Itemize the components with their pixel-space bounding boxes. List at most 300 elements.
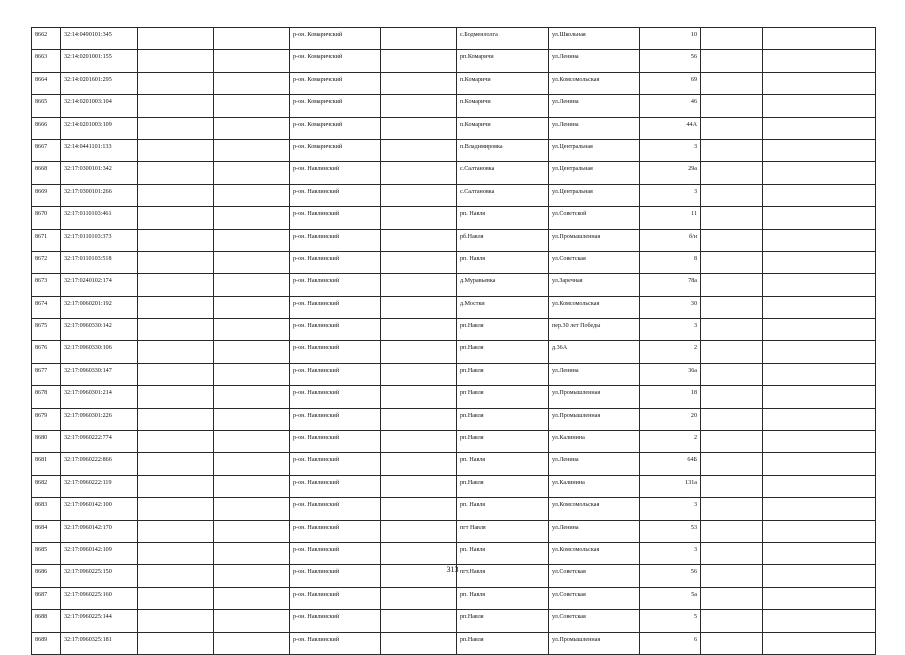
table-cell: с.Бодменлолга bbox=[457, 28, 549, 50]
table-cell bbox=[763, 520, 876, 542]
table-cell: ул.Советской bbox=[549, 207, 640, 229]
table-row bbox=[32, 229, 876, 251]
table-cell: р-он. Навлинский bbox=[290, 542, 381, 564]
data-table-container bbox=[31, 27, 875, 655]
table-cell: р-он. Навлинский bbox=[290, 229, 381, 251]
table-cell bbox=[138, 408, 214, 430]
table-row bbox=[32, 386, 876, 408]
table-cell: р-он. Навлинский bbox=[290, 319, 381, 341]
table-cell bbox=[138, 28, 214, 50]
table-cell: р-он. Комаричский bbox=[290, 95, 381, 117]
table-cell bbox=[214, 28, 290, 50]
table-cell bbox=[381, 319, 457, 341]
table-cell bbox=[138, 475, 214, 497]
table-cell: р-он. Навлинский bbox=[290, 632, 381, 654]
table-row bbox=[32, 95, 876, 117]
table-cell bbox=[214, 520, 290, 542]
table-cell bbox=[701, 341, 763, 363]
table-cell bbox=[701, 162, 763, 184]
table-cell bbox=[381, 229, 457, 251]
table-cell bbox=[381, 475, 457, 497]
table-cell bbox=[763, 542, 876, 564]
table-cell: 32:17:0960222:119 bbox=[61, 475, 138, 497]
table-cell: 3 bbox=[640, 542, 701, 564]
table-cell bbox=[138, 610, 214, 632]
table-cell bbox=[214, 341, 290, 363]
table-cell: 20 bbox=[640, 408, 701, 430]
table-cell: 131а bbox=[640, 475, 701, 497]
table-cell bbox=[138, 296, 214, 318]
table-cell bbox=[381, 453, 457, 475]
table-cell: 29а bbox=[640, 162, 701, 184]
table-cell: 32:17:0960330:142 bbox=[61, 319, 138, 341]
table-cell: 78а bbox=[640, 274, 701, 296]
table-cell: ул.Комсомольская bbox=[549, 542, 640, 564]
table-cell bbox=[763, 319, 876, 341]
table-cell: ул.Калинина bbox=[549, 431, 640, 453]
table-cell: 36а bbox=[640, 363, 701, 385]
table-cell: рп.Навля bbox=[457, 431, 549, 453]
table-row bbox=[32, 184, 876, 206]
table-cell bbox=[214, 162, 290, 184]
table-cell bbox=[138, 274, 214, 296]
table-cell bbox=[214, 431, 290, 453]
table-cell bbox=[763, 498, 876, 520]
table-cell bbox=[701, 274, 763, 296]
table-cell bbox=[214, 475, 290, 497]
table-cell: 56 bbox=[640, 50, 701, 72]
table-cell bbox=[381, 610, 457, 632]
table-cell: 32:17:0960225:150 bbox=[61, 565, 138, 587]
table-cell bbox=[701, 251, 763, 273]
table-cell bbox=[214, 542, 290, 564]
table-cell: 8663 bbox=[32, 50, 61, 72]
table-cell bbox=[701, 207, 763, 229]
table-cell bbox=[381, 386, 457, 408]
table-cell: р-он. Навлинский bbox=[290, 296, 381, 318]
table-cell: 5а bbox=[640, 587, 701, 609]
table-cell bbox=[214, 453, 290, 475]
table-cell bbox=[381, 251, 457, 273]
table-cell bbox=[381, 184, 457, 206]
table-cell bbox=[701, 50, 763, 72]
table-cell bbox=[701, 632, 763, 654]
table-cell: ул.Промышленная bbox=[549, 386, 640, 408]
table-cell: д.Мостки bbox=[457, 296, 549, 318]
table-cell: р-он. Навлинский bbox=[290, 498, 381, 520]
table-cell: рп. Навля bbox=[457, 251, 549, 273]
table-row bbox=[32, 475, 876, 497]
table-cell: рп. Навля bbox=[457, 207, 549, 229]
table-cell bbox=[214, 274, 290, 296]
table-row bbox=[32, 587, 876, 609]
table-cell bbox=[701, 229, 763, 251]
table-cell: п.Комаричи bbox=[457, 95, 549, 117]
table-cell: ул.Ленина bbox=[549, 117, 640, 139]
table-cell: 32:17:0960142:100 bbox=[61, 498, 138, 520]
table-cell: ул.Комсомольская bbox=[549, 498, 640, 520]
table-cell bbox=[763, 28, 876, 50]
table-row bbox=[32, 50, 876, 72]
table-cell: д.36А bbox=[549, 341, 640, 363]
table-row bbox=[32, 363, 876, 385]
table-cell: б/н bbox=[640, 229, 701, 251]
table-cell: 32:17:0060201:192 bbox=[61, 296, 138, 318]
table-cell bbox=[381, 95, 457, 117]
table-cell bbox=[381, 50, 457, 72]
table-cell bbox=[214, 95, 290, 117]
data-table bbox=[31, 27, 876, 655]
table-row bbox=[32, 207, 876, 229]
table-cell: 3 bbox=[640, 139, 701, 161]
table-cell: р-он. Комаричский bbox=[290, 139, 381, 161]
table-cell: ул.Советская bbox=[549, 587, 640, 609]
table-cell: рп.Навля bbox=[457, 319, 549, 341]
table-cell: 32:17:0960225:144 bbox=[61, 610, 138, 632]
table-cell bbox=[701, 28, 763, 50]
table-cell: 56 bbox=[640, 565, 701, 587]
table-cell: 32:14:0441101:133 bbox=[61, 139, 138, 161]
table-cell bbox=[763, 431, 876, 453]
table-cell: 32:17:0110103:461 bbox=[61, 207, 138, 229]
table-cell: ул.Ленина bbox=[549, 453, 640, 475]
table-cell: ул.Школьная bbox=[549, 28, 640, 50]
table-cell bbox=[214, 632, 290, 654]
table-row bbox=[32, 251, 876, 273]
table-cell bbox=[138, 117, 214, 139]
table-cell bbox=[138, 542, 214, 564]
table-row bbox=[32, 341, 876, 363]
table-cell: ул.Заречная bbox=[549, 274, 640, 296]
table-cell: п.Комаричи bbox=[457, 117, 549, 139]
table-cell: 32:17:0960301:214 bbox=[61, 386, 138, 408]
table-cell bbox=[138, 72, 214, 94]
table-cell bbox=[763, 184, 876, 206]
table-cell: 32:17:0960301:226 bbox=[61, 408, 138, 430]
table-cell: с.Салтановка bbox=[457, 162, 549, 184]
table-row bbox=[32, 117, 876, 139]
table-cell: 5 bbox=[640, 610, 701, 632]
table-cell: 8669 bbox=[32, 184, 61, 206]
table-cell bbox=[763, 363, 876, 385]
table-cell: 8668 bbox=[32, 162, 61, 184]
table-cell: 32:14:0201003:109 bbox=[61, 117, 138, 139]
table-cell: 32:17:0240102:174 bbox=[61, 274, 138, 296]
table-cell: ул.Калинина bbox=[549, 475, 640, 497]
table-cell bbox=[138, 341, 214, 363]
table-cell bbox=[381, 28, 457, 50]
table-cell bbox=[381, 632, 457, 654]
table-cell: ул.Промышленная bbox=[549, 632, 640, 654]
table-cell bbox=[701, 95, 763, 117]
table-cell: рп.Навля bbox=[457, 363, 549, 385]
table-cell: 3 bbox=[640, 319, 701, 341]
table-cell bbox=[763, 50, 876, 72]
table-cell: 32:17:0960330:147 bbox=[61, 363, 138, 385]
table-cell bbox=[138, 632, 214, 654]
page-number: 313 bbox=[446, 565, 459, 574]
table-cell bbox=[763, 408, 876, 430]
table-cell bbox=[763, 162, 876, 184]
table-cell bbox=[138, 162, 214, 184]
table-cell bbox=[763, 587, 876, 609]
table-cell: 32:14:0201003:104 bbox=[61, 95, 138, 117]
table-cell: рп. Навля bbox=[457, 498, 549, 520]
table-cell: 8681 bbox=[32, 453, 61, 475]
table-cell: рп.Навля bbox=[457, 341, 549, 363]
table-cell bbox=[381, 139, 457, 161]
table-cell bbox=[214, 184, 290, 206]
table-cell bbox=[138, 453, 214, 475]
table-cell: р-он. Навлинский bbox=[290, 341, 381, 363]
table-cell: 18 bbox=[640, 386, 701, 408]
table-cell bbox=[138, 363, 214, 385]
table-cell: рп.Навля bbox=[457, 408, 549, 430]
table-cell: 8667 bbox=[32, 139, 61, 161]
table-cell: 8683 bbox=[32, 498, 61, 520]
table-cell: д.Муравьевка bbox=[457, 274, 549, 296]
table-cell bbox=[763, 386, 876, 408]
table-cell: ул.Промышленная bbox=[549, 229, 640, 251]
table-cell: р-он. Навлинский bbox=[290, 251, 381, 273]
table-cell: ул.Центральная bbox=[549, 162, 640, 184]
table-cell: ул.Центральная bbox=[549, 184, 640, 206]
table-cell: р-он. Навлинский bbox=[290, 610, 381, 632]
table-row bbox=[32, 453, 876, 475]
table-cell: 8 bbox=[640, 251, 701, 273]
table-cell: р-он. Навлинский bbox=[290, 386, 381, 408]
table-cell: 8672 bbox=[32, 251, 61, 273]
table-cell: 8676 bbox=[32, 341, 61, 363]
table-cell: р-он. Комаричский bbox=[290, 72, 381, 94]
table-cell bbox=[138, 520, 214, 542]
table-cell bbox=[138, 251, 214, 273]
table-cell: 46 bbox=[640, 95, 701, 117]
table-cell: 69 bbox=[640, 72, 701, 94]
table-cell: 8670 bbox=[32, 207, 61, 229]
table-row bbox=[32, 319, 876, 341]
table-cell: 32:14:0490101:345 bbox=[61, 28, 138, 50]
table-cell bbox=[381, 431, 457, 453]
table-cell: пер.30 лет Победы bbox=[549, 319, 640, 341]
table-cell bbox=[214, 139, 290, 161]
table-cell: ул.Советская bbox=[549, 565, 640, 587]
table-cell bbox=[214, 296, 290, 318]
table-body bbox=[32, 28, 876, 655]
table-cell bbox=[701, 319, 763, 341]
table-cell: 30 bbox=[640, 296, 701, 318]
table-cell: ул.Комсомольская bbox=[549, 72, 640, 94]
table-cell: рб.Навля bbox=[457, 229, 549, 251]
table-cell: ул.Ленина bbox=[549, 520, 640, 542]
table-cell bbox=[763, 341, 876, 363]
table-cell: 32:14:0201001:155 bbox=[61, 50, 138, 72]
table-cell: с.Салтановка bbox=[457, 184, 549, 206]
table-cell: 8665 bbox=[32, 95, 61, 117]
table-cell: ул.Ленина bbox=[549, 95, 640, 117]
table-cell: р-он. Навлинский bbox=[290, 520, 381, 542]
table-cell bbox=[381, 341, 457, 363]
table-cell bbox=[381, 498, 457, 520]
table-cell bbox=[214, 386, 290, 408]
table-cell bbox=[214, 587, 290, 609]
table-row bbox=[32, 498, 876, 520]
table-cell bbox=[381, 162, 457, 184]
table-cell bbox=[701, 542, 763, 564]
table-cell: 8685 bbox=[32, 542, 61, 564]
table-row bbox=[32, 296, 876, 318]
table-cell bbox=[763, 72, 876, 94]
table-cell bbox=[701, 117, 763, 139]
table-cell: ул.Советская bbox=[549, 610, 640, 632]
table-cell bbox=[701, 498, 763, 520]
table-cell bbox=[763, 95, 876, 117]
table-cell: 8666 bbox=[32, 117, 61, 139]
table-cell: р-он. Навлинский bbox=[290, 431, 381, 453]
table-row bbox=[32, 520, 876, 542]
table-cell bbox=[701, 139, 763, 161]
table-cell: р-он. Навлинский bbox=[290, 274, 381, 296]
table-cell bbox=[381, 542, 457, 564]
table-cell: 44А bbox=[640, 117, 701, 139]
table-cell bbox=[214, 498, 290, 520]
table-row bbox=[32, 162, 876, 184]
table-cell bbox=[214, 610, 290, 632]
table-cell: 8682 bbox=[32, 475, 61, 497]
table-row bbox=[32, 542, 876, 564]
table-cell: ул.Центральная bbox=[549, 139, 640, 161]
table-cell bbox=[138, 319, 214, 341]
table-cell: ул.Комсомольская bbox=[549, 296, 640, 318]
table-cell bbox=[381, 587, 457, 609]
table-cell: ул.Ленина bbox=[549, 363, 640, 385]
table-cell: р-он. Навлинский bbox=[290, 475, 381, 497]
table-cell: р-он. Навлинский bbox=[290, 363, 381, 385]
table-cell bbox=[214, 117, 290, 139]
table-cell: 32:17:0110103:518 bbox=[61, 251, 138, 273]
table-cell: 8679 bbox=[32, 408, 61, 430]
table-cell bbox=[138, 386, 214, 408]
table-row bbox=[32, 139, 876, 161]
table-cell bbox=[214, 50, 290, 72]
table-cell bbox=[381, 207, 457, 229]
table-cell: рп. Навля bbox=[457, 542, 549, 564]
table-cell: 32:17:0300101:342 bbox=[61, 162, 138, 184]
table-cell: 32:17:0960222:774 bbox=[61, 431, 138, 453]
table-cell bbox=[138, 184, 214, 206]
table-cell: 53 bbox=[640, 520, 701, 542]
table-cell bbox=[701, 184, 763, 206]
table-cell: рп. Навля bbox=[457, 587, 549, 609]
table-cell: рп.Комаричи bbox=[457, 50, 549, 72]
table-cell: р-он. Комаричский bbox=[290, 50, 381, 72]
table-cell bbox=[763, 117, 876, 139]
table-cell: 8673 bbox=[32, 274, 61, 296]
table-cell: 8662 bbox=[32, 28, 61, 50]
table-cell: 32:14:0201601:295 bbox=[61, 72, 138, 94]
table-cell: 8664 bbox=[32, 72, 61, 94]
table-cell bbox=[763, 229, 876, 251]
table-cell bbox=[763, 610, 876, 632]
table-cell: рп.Навля bbox=[457, 632, 549, 654]
table-cell: 2 bbox=[640, 431, 701, 453]
table-cell: р-он. Навлинский bbox=[290, 587, 381, 609]
table-cell bbox=[138, 431, 214, 453]
table-cell: 32:17:0110103:373 bbox=[61, 229, 138, 251]
table-cell: р-он. Навлинский bbox=[290, 207, 381, 229]
table-cell bbox=[214, 229, 290, 251]
table-cell bbox=[763, 453, 876, 475]
table-cell bbox=[214, 72, 290, 94]
table-cell bbox=[381, 117, 457, 139]
table-cell: 32:17:0960222:866 bbox=[61, 453, 138, 475]
table-cell bbox=[214, 251, 290, 273]
table-cell bbox=[214, 408, 290, 430]
table-cell bbox=[701, 296, 763, 318]
table-cell: р-он. Навлинский bbox=[290, 453, 381, 475]
table-cell: 64Б bbox=[640, 453, 701, 475]
table-cell bbox=[701, 408, 763, 430]
table-cell: 32:17:0960142:170 bbox=[61, 520, 138, 542]
table-cell: 32:17:0300101:266 bbox=[61, 184, 138, 206]
table-cell bbox=[763, 139, 876, 161]
table-cell: пгт Навля bbox=[457, 520, 549, 542]
table-cell bbox=[381, 296, 457, 318]
table-cell bbox=[214, 319, 290, 341]
table-cell: 8678 bbox=[32, 386, 61, 408]
table-cell: п.Владимировка bbox=[457, 139, 549, 161]
table-cell: 3 bbox=[640, 184, 701, 206]
table-row bbox=[32, 408, 876, 430]
table-cell: 8675 bbox=[32, 319, 61, 341]
table-cell bbox=[381, 274, 457, 296]
table-cell: 2 bbox=[640, 341, 701, 363]
table-cell bbox=[138, 50, 214, 72]
table-cell: 8674 bbox=[32, 296, 61, 318]
table-cell: 3 bbox=[640, 498, 701, 520]
table-cell bbox=[381, 520, 457, 542]
table-cell: ул.Ленина bbox=[549, 50, 640, 72]
table-row bbox=[32, 28, 876, 50]
table-cell: ул.Советская bbox=[549, 251, 640, 273]
table-row bbox=[32, 632, 876, 654]
table-cell: 8671 bbox=[32, 229, 61, 251]
table-cell: р-он. Навлинский bbox=[290, 162, 381, 184]
table-cell bbox=[381, 72, 457, 94]
table-cell bbox=[701, 610, 763, 632]
table-cell bbox=[701, 431, 763, 453]
table-cell: 8687 bbox=[32, 587, 61, 609]
table-cell: р-он. Навлинский bbox=[290, 184, 381, 206]
table-cell: р-он. Навлинский bbox=[290, 408, 381, 430]
table-cell: 11 bbox=[640, 207, 701, 229]
table-cell: рп. Навля bbox=[457, 453, 549, 475]
table-row bbox=[32, 72, 876, 94]
table-cell bbox=[763, 251, 876, 273]
table-cell bbox=[701, 453, 763, 475]
table-cell bbox=[763, 274, 876, 296]
table-cell: 8677 bbox=[32, 363, 61, 385]
table-cell bbox=[138, 207, 214, 229]
table-cell bbox=[214, 207, 290, 229]
table-cell: 32:17:0960142:109 bbox=[61, 542, 138, 564]
table-cell: 8689 bbox=[32, 632, 61, 654]
table-cell bbox=[138, 139, 214, 161]
table-cell bbox=[763, 475, 876, 497]
table-cell: 10 bbox=[640, 28, 701, 50]
table-cell: 32:17:0960330:106 bbox=[61, 341, 138, 363]
table-cell bbox=[701, 520, 763, 542]
